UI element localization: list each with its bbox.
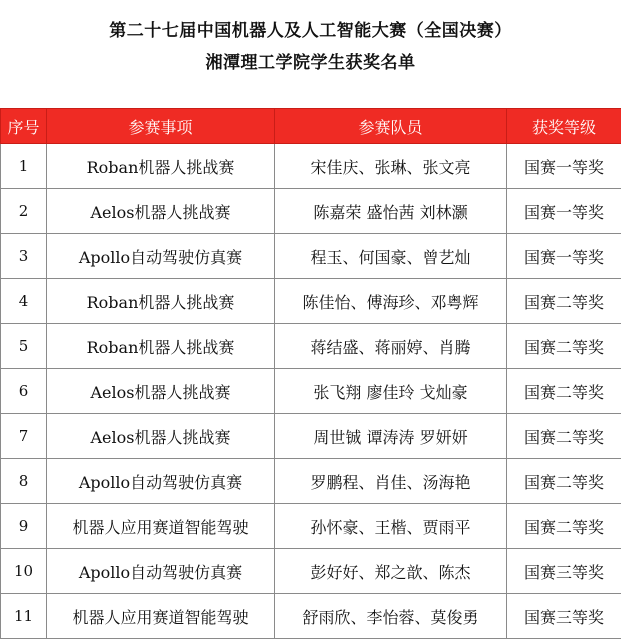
row-members: 张飞翔 廖佳玲 戈灿豪: [275, 369, 507, 414]
row-members: 陈嘉荣 盛怡茜 刘林灏: [275, 189, 507, 234]
row-index: 6: [1, 369, 47, 414]
row-index: 3: [1, 234, 47, 279]
award-table: [0, 108, 621, 639]
row-award: 国赛二等奖: [507, 504, 621, 549]
table-row: [1, 369, 621, 414]
table-row: [1, 279, 621, 324]
table-header-row: [1, 109, 621, 144]
row-event: 机器人应用赛道智能驾驶: [47, 594, 275, 639]
row-event: Aelos机器人挑战赛: [47, 414, 275, 459]
row-event: Roban机器人挑战赛: [47, 279, 275, 324]
document-subtitle: 湘潭理工学院学生获奖名单: [0, 48, 621, 73]
row-event: Apollo自动驾驶仿真赛: [47, 459, 275, 504]
table-row: [1, 459, 621, 504]
row-award: 国赛一等奖: [507, 189, 621, 234]
row-award: 国赛二等奖: [507, 414, 621, 459]
table-row: [1, 549, 621, 594]
row-index: 4: [1, 279, 47, 324]
header-event: 参赛事项: [47, 109, 275, 144]
header-members: 参赛队员: [275, 109, 507, 144]
row-members: 周世铖 谭涛涛 罗妍妍: [275, 414, 507, 459]
row-event: Roban机器人挑战赛: [47, 144, 275, 189]
table-row: [1, 189, 621, 234]
row-index: 11: [1, 594, 47, 639]
table-row: [1, 504, 621, 549]
row-index: 7: [1, 414, 47, 459]
row-award: 国赛二等奖: [507, 459, 621, 504]
row-award: 国赛三等奖: [507, 594, 621, 639]
row-event: Aelos机器人挑战赛: [47, 189, 275, 234]
row-index: 2: [1, 189, 47, 234]
row-index: 5: [1, 324, 47, 369]
row-event: Aelos机器人挑战赛: [47, 369, 275, 414]
row-members: 舒雨欣、李怡蓉、莫俊勇: [275, 594, 507, 639]
row-event: Apollo自动驾驶仿真赛: [47, 234, 275, 279]
header-award: 获奖等级: [507, 109, 621, 144]
table-row: [1, 414, 621, 459]
row-members: 陈佳怡、傅海珍、邓粤辉: [275, 279, 507, 324]
row-index: 9: [1, 504, 47, 549]
row-event: Roban机器人挑战赛: [47, 324, 275, 369]
row-index: 10: [1, 549, 47, 594]
row-award: 国赛三等奖: [507, 549, 621, 594]
row-members: 孙怀豪、王楷、贾雨平: [275, 504, 507, 549]
table-body: [1, 144, 621, 639]
row-event: Apollo自动驾驶仿真赛: [47, 549, 275, 594]
row-award: 国赛一等奖: [507, 144, 621, 189]
row-event: 机器人应用赛道智能驾驶: [47, 504, 275, 549]
row-members: 程玉、何国豪、曾艺灿: [275, 234, 507, 279]
row-award: 国赛二等奖: [507, 324, 621, 369]
row-members: 彭好好、郑之歆、陈杰: [275, 549, 507, 594]
row-award: 国赛二等奖: [507, 369, 621, 414]
row-index: 8: [1, 459, 47, 504]
table-row: [1, 234, 621, 279]
row-index: 1: [1, 144, 47, 189]
row-award: 国赛一等奖: [507, 234, 621, 279]
row-members: 蒋结盛、蒋丽婷、肖腾: [275, 324, 507, 369]
table-row: [1, 144, 621, 189]
table-row: [1, 324, 621, 369]
row-award: 国赛二等奖: [507, 279, 621, 324]
row-members: 宋佳庆、张琳、张文亮: [275, 144, 507, 189]
document-title: 第二十七届中国机器人及人工智能大赛（全国决赛）: [0, 16, 621, 41]
table-row: [1, 594, 621, 639]
header-index: 序号: [1, 109, 47, 144]
row-members: 罗鹏程、肖佳、汤海艳: [275, 459, 507, 504]
